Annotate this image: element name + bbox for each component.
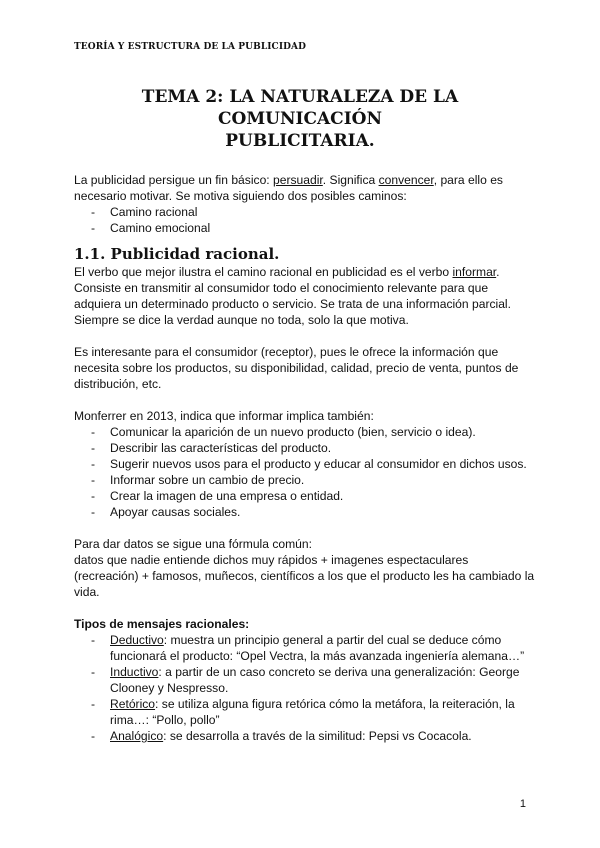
type-term: Retórico: [110, 697, 156, 711]
list-item: - Sugerir nuevos usos para el producto y educar al consumidor en dichos usos.: [91, 456, 536, 472]
p1-text-end: . Consiste en transmitir al consumidor todo el conocimiento relevante para que adquiera un determinado producto o servicio. Se trata de una información parcial. Siempre se dice la verdad aunque no toda, solo la que motiva.: [74, 265, 511, 327]
document-body: [74, 172, 536, 744]
type-term: Analógico: [110, 729, 164, 743]
type-description: : a partir de un caso concreto se deriva una generalización: George Clooney y Nespresso.: [110, 665, 520, 695]
list-item: - Describir las características del producto.: [91, 440, 536, 456]
type-term: Inductivo: [110, 665, 159, 679]
term-convencer: convencer: [378, 173, 434, 187]
section-paragraph-3: Monferrer en 2013, indica que informar implica también:: [74, 409, 374, 423]
page-title-line-2: PUBLICITARIA.: [225, 131, 375, 151]
formula-text: datos que nadie entiende dichos muy rápidos + imagenes espectaculares (recreación) + famosos, muñecos, científicos a los que el producto les ha cambiado la vida.: [74, 553, 535, 599]
list-item: [91, 632, 536, 664]
type-description: : se desarrolla a través de la similitud: Pepsi vs Cocacola.: [163, 729, 472, 743]
page-title: [74, 86, 526, 152]
running-header: TEORÍA Y ESTRUCTURA DE LA PUBLICIDAD: [74, 42, 307, 52]
section-paragraph-2: Es interesante para el consumidor (receptor), pues le ofrece la información que necesita sobre los productos, su disponibilidad, calidad, precio de venta, puntos de distribución, etc.: [74, 345, 519, 391]
intro-text-start: La publicidad persigue un fin básico:: [74, 173, 274, 187]
type-description: : muestra un principio general a partir del cual se deduce cómo funcionará el producto: “Opel Vectra, la más avanzada ingeniería alemana…”: [110, 633, 525, 663]
intro-paragraph: [74, 172, 536, 204]
type-term: Deductivo: [110, 633, 164, 647]
type-description: : se utiliza alguna figura retórica cómo la metáfora, la reiteración, la rima…: “Pollo, pollo”: [110, 697, 515, 727]
list-item: [91, 664, 536, 696]
list-item: - Crear la imagen de una empresa o entidad.: [91, 488, 536, 504]
formula-intro: Para dar datos se sigue una fórmula común:: [74, 537, 312, 551]
list-item: - Informar sobre un cambio de precio.: [91, 472, 536, 488]
page-title-line-1: TEMA 2: LA NATURALEZA DE LA COMUNICACIÓN: [141, 87, 459, 129]
message-types-list: [74, 632, 536, 744]
list-item: - Camino emocional: [91, 220, 536, 236]
section-paragraph-1: [74, 264, 536, 328]
list-item: - Apoyar causas sociales.: [91, 504, 536, 520]
implications-list: [74, 424, 536, 520]
page-number: 1: [519, 798, 526, 810]
intro-text-end: , para ello es necesario motivar. Se motiva siguiendo dos posibles caminos:: [74, 173, 503, 203]
term-persuadir: persuadir: [273, 173, 323, 187]
list-item: [91, 728, 536, 744]
types-heading: Tipos de mensajes racionales:: [74, 617, 250, 631]
list-item: [91, 696, 536, 728]
list-item: - Camino racional: [91, 204, 536, 220]
term-informar: informar: [452, 265, 497, 279]
intro-text-mid: . Significa: [322, 173, 379, 187]
p1-text-start: El verbo que mejor ilustra el camino racional en publicidad es el verbo: [74, 265, 453, 279]
list-item: - Comunicar la aparición de un nuevo producto (bien, servicio o idea).: [91, 424, 536, 440]
paths-list: [74, 204, 536, 236]
section-heading: 1.1. Publicidad racional.: [74, 245, 280, 263]
